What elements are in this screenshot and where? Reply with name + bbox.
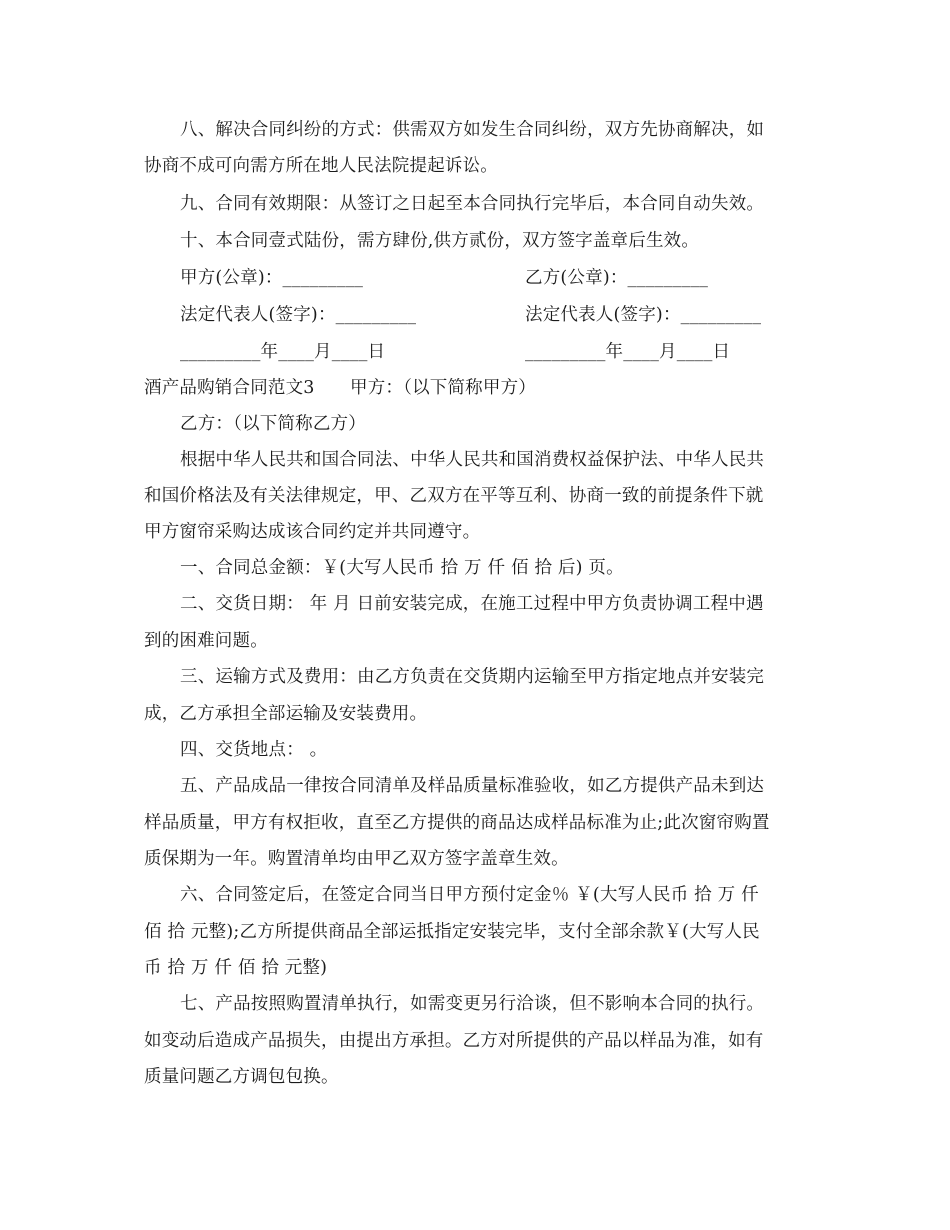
item-6-line-2: 佰 拾 元整);乙方所提供商品全部运抵指定安装完毕，支付全部余款￥(大写人民 — [144, 922, 760, 942]
preamble-line-3: 甲方窗帘采购达成该合同约定并共同遵守。 — [144, 522, 481, 542]
item-6-line-3: 币 拾 万 仟 佰 拾 元整) — [144, 958, 328, 978]
item-7-line-3: 质量问题乙方调包包换。 — [144, 1067, 339, 1087]
preamble-line-1: 根据中华人民共和国合同法、中华人民共和国消费权益保护法、中华人民共 — [180, 450, 765, 470]
item-7-line-2: 如变动后造成产品损失，由提出方承担。乙方对所提供的产品以样品为准，如有 — [144, 1031, 764, 1051]
clause-9: 九、合同有效期限：从签订之日起至本合同执行完毕后，本合同自动失效。 — [180, 194, 765, 214]
item-6-line-1: 六、合同签定后，在签定合同当日甲方预付定金％ ￥(大写人民币 拾 万 仟 — [180, 885, 759, 905]
item-2-line-2: 到的困难问题。 — [144, 631, 268, 651]
clause-8-line-2: 协商不成可向需方所在地人民法院提起诉讼。 — [144, 156, 498, 176]
party-b-date: _________年____月____日 — [525, 342, 731, 362]
party-b-seal: 乙方(公章)：_________ — [525, 268, 709, 288]
party-b-representative: 法定代表人(签字)：_________ — [525, 305, 762, 325]
item-3-line-2: 成，乙方承担全部运输及安装费用。 — [144, 704, 428, 724]
clause-8-line-1: 八、解决合同纠纷的方式：供需双方如发生合同纠纷，双方先协商解决，如 — [180, 120, 765, 140]
party-b-line: 乙方：（以下简称乙方） — [180, 414, 366, 434]
item-2-line-1: 二、交货日期： 年 月 日前安装完成，在施工过程中甲方负责协调工程中遇 — [180, 594, 764, 614]
party-a-date: _________年____月____日 — [180, 342, 386, 362]
contract-title-line: 酒产品购销合同范文3 甲方：（以下简称甲方） — [144, 378, 536, 398]
item-5-line-1: 五、产品成品一律按合同清单及样品质量标准验收，如乙方提供产品未到达 — [180, 776, 765, 796]
preamble-line-2: 和国价格法及有关法律规定，甲、乙双方在平等互利、协商一致的前提条件下就 — [144, 486, 764, 506]
party-a-seal: 甲方(公章)：_________ — [180, 268, 364, 288]
item-7-line-1: 七、产品按照购置清单执行，如需变更另行洽谈，但不影响本合同的执行。 — [180, 994, 765, 1014]
item-4: 四、交货地点： 。 — [180, 740, 328, 760]
clause-10: 十、本合同壹式陆份，需方肆份,供方贰份，双方签字盖章后生效。 — [180, 231, 700, 251]
item-1: 一、合同总金额：￥(大写人民币 拾 万 仟 佰 拾 后) 页。 — [180, 558, 624, 578]
party-a-representative: 法定代表人(签字)：_________ — [180, 305, 417, 325]
item-5-line-3: 质保期为一年。购置清单均由甲乙双方签字盖章生效。 — [144, 849, 569, 869]
item-5-line-2: 样品质量，甲方有权拒收，直至乙方提供的商品达成样品标准为止;此次窗帘购置 — [144, 813, 770, 833]
item-3-line-1: 三、运输方式及费用：由乙方负责在交货期内运输至甲方指定地点并安装完 — [180, 667, 765, 687]
